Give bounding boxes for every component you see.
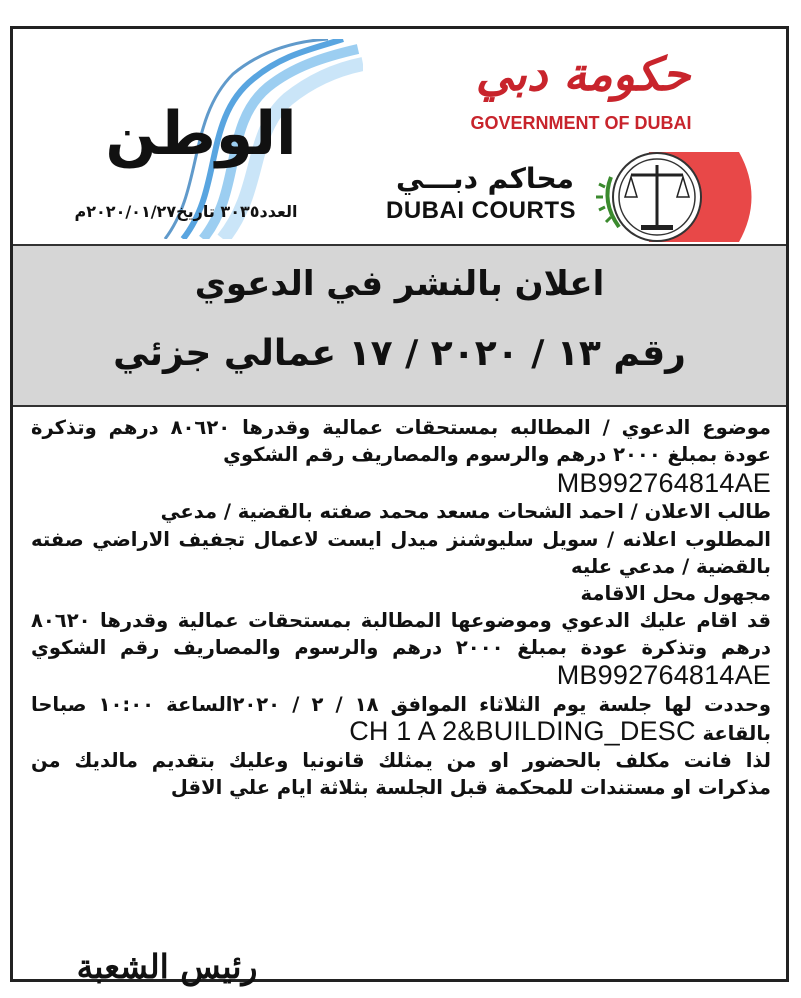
hearing-text: وحددت لها جلسة يوم الثلاثاء الموافق ١٨ / ٢ / ٢٠٢٠الساعة ١٠:٠٠ صباحا بالقاعة (31, 692, 772, 746)
residence-text: مجهول محل الاقامة (580, 582, 771, 606)
complaint-code: MB992764814AE (556, 468, 771, 499)
notice-body (31, 414, 771, 802)
closing-text: لذا فانت مكلف بالحضور او من يمثلك قانونيا وعليك بتقديم مالديك من مذكرات او مستندات للمحكمة قبل الجلسة بثلاثة ايام علي الاقل (31, 749, 771, 800)
issue-line: العدد٣٠٣٥ تاريخ٢٠٢٠/٠١/٢٧م (74, 202, 298, 221)
subject-paragraph (31, 414, 771, 498)
claim-text: قد اقام عليك الدعوي وموضوعها المطالبة بمستحقات عمالية وقدرها ٨٠٦٢٠ درهم وتذكرة عودة بمبلغ ٢٠٠٠ درهم والرسوم والمصاريف رقم الشكوي (31, 609, 771, 660)
case-number: رقم ١٣ / ٢٠٢٠ / ١٧ عمالي جزئي (113, 333, 686, 374)
newspaper-name: الوطن (105, 99, 297, 169)
signature: رئيس الشعبة (76, 947, 258, 986)
notice-title: اعلان بالنشر في الدعوي (194, 264, 605, 304)
header (13, 29, 786, 244)
complaint-code-2: MB992764814AE (556, 659, 771, 690)
advertisement-frame (10, 26, 789, 986)
hearing-paragraph (31, 691, 771, 747)
hall-code: CH 1 A 2&BUILDING_DESC (349, 716, 696, 747)
respondent-text: المطلوب اعلانه / سويل سليوشنز ميدل ايست لاعمال تجفيف الاراضي صفته بالقضية / مدعي عليه (31, 527, 771, 578)
subject-text: موضوع الدعوي / المطالبه بمستحقات عمالية وقدرها ٨٠٦٢٠ درهم وتذكرة عودة بمبلغ ٢٠٠٠ درهم والرسوم والمصاريف رقم الشكوي (31, 416, 771, 467)
notice-title-band (13, 244, 786, 407)
government-english-text: GOVERNMENT OF DUBAI (470, 113, 692, 133)
scales-of-justice-emblem (589, 147, 769, 247)
courts-arabic-name: محاكم دبـــي (396, 162, 574, 195)
courts-english-name: DUBAI COURTS (386, 197, 576, 224)
government-arabic-logo: حكومة دبي (475, 47, 691, 101)
claim-paragraph (31, 607, 771, 691)
requester-text: طالب الاعلان / احمد الشحات مسعد محمد صفته بالقضية / مدعي (160, 500, 771, 524)
